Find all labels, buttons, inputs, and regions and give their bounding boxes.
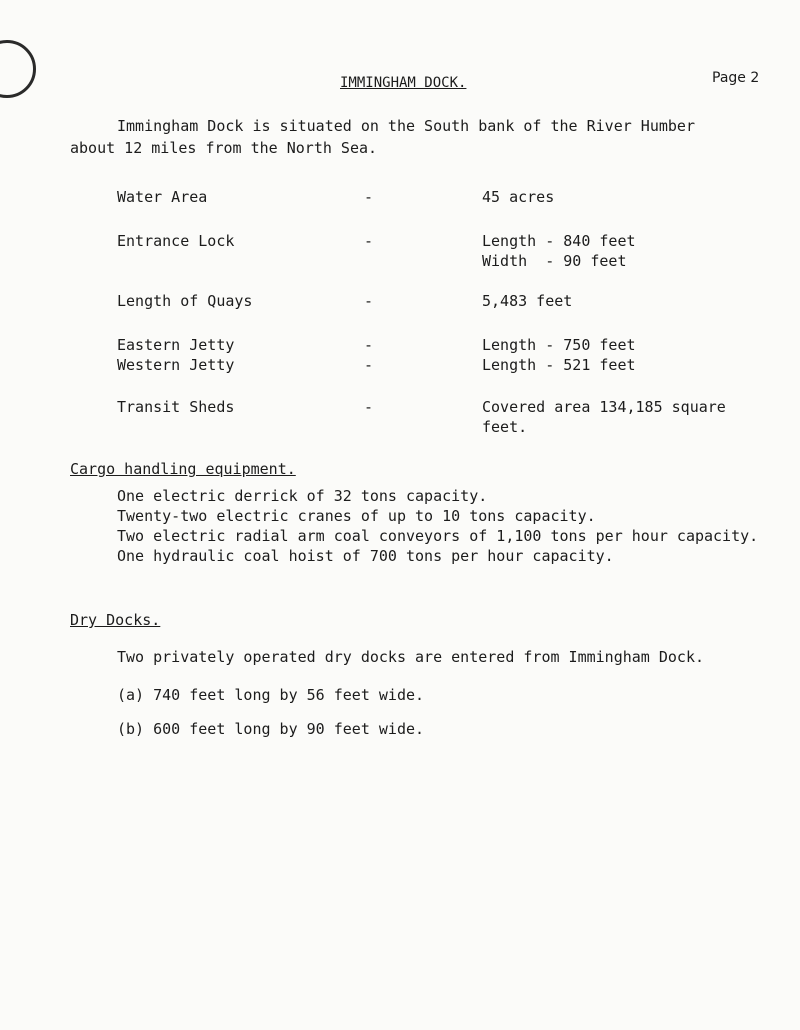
cargo-line: Two electric radial arm coal conveyors of 1,100 tons per hour capacity.: [117, 527, 759, 545]
cargo-line: One electric derrick of 32 tons capacity.: [117, 487, 488, 505]
fact-label-length-of-quays: Length of Quays: [117, 292, 253, 310]
page-number: Page 2: [712, 70, 760, 86]
fact-dash: -: [364, 398, 374, 416]
document-title: IMMINGHAM DOCK.: [340, 75, 467, 91]
dry-docks-heading: Dry Docks.: [70, 611, 161, 629]
fact-dash: -: [364, 188, 374, 206]
fact-label-entrance-lock: Entrance Lock: [117, 232, 235, 250]
fact-dash: -: [364, 336, 374, 354]
fact-value-water-area: 45 acres: [482, 188, 555, 206]
fact-value-entrance-lock-length: Length - 840 feet: [482, 232, 636, 250]
fact-dash: -: [364, 292, 374, 310]
fact-dash: -: [364, 232, 374, 250]
fact-label-western-jetty: Western Jetty: [117, 356, 235, 374]
dry-docks-intro: Two privately operated dry docks are entered from Immingham Dock.: [117, 648, 704, 666]
fact-label-transit-sheds: Transit Sheds: [117, 398, 235, 416]
cargo-line: One hydraulic coal hoist of 700 tons per hour capacity.: [117, 547, 614, 565]
intro-line-1: Immingham Dock is situated on the South bank of the River Humber: [117, 117, 695, 135]
fact-value-eastern-jetty: Length - 750 feet: [482, 336, 636, 354]
cargo-heading: Cargo handling equipment.: [70, 460, 296, 478]
punch-hole: [0, 40, 36, 98]
fact-label-eastern-jetty: Eastern Jetty: [117, 336, 235, 354]
fact-value-western-jetty: Length - 521 feet: [482, 356, 636, 374]
dry-dock-item: (a) 740 feet long by 56 feet wide.: [117, 686, 425, 704]
fact-label-water-area: Water Area: [117, 188, 208, 206]
fact-value-entrance-lock-width: Width - 90 feet: [482, 252, 627, 270]
fact-dash: -: [364, 356, 374, 374]
intro-line-2: about 12 miles from the North Sea.: [70, 139, 378, 157]
fact-value-transit-sheds-cont: feet.: [482, 418, 528, 436]
fact-value-transit-sheds: Covered area 134,185 square: [482, 398, 726, 416]
cargo-line: Twenty-two electric cranes of up to 10 tons capacity.: [117, 507, 596, 525]
fact-value-length-of-quays: 5,483 feet: [482, 292, 573, 310]
dry-dock-item: (b) 600 feet long by 90 feet wide.: [117, 720, 425, 738]
